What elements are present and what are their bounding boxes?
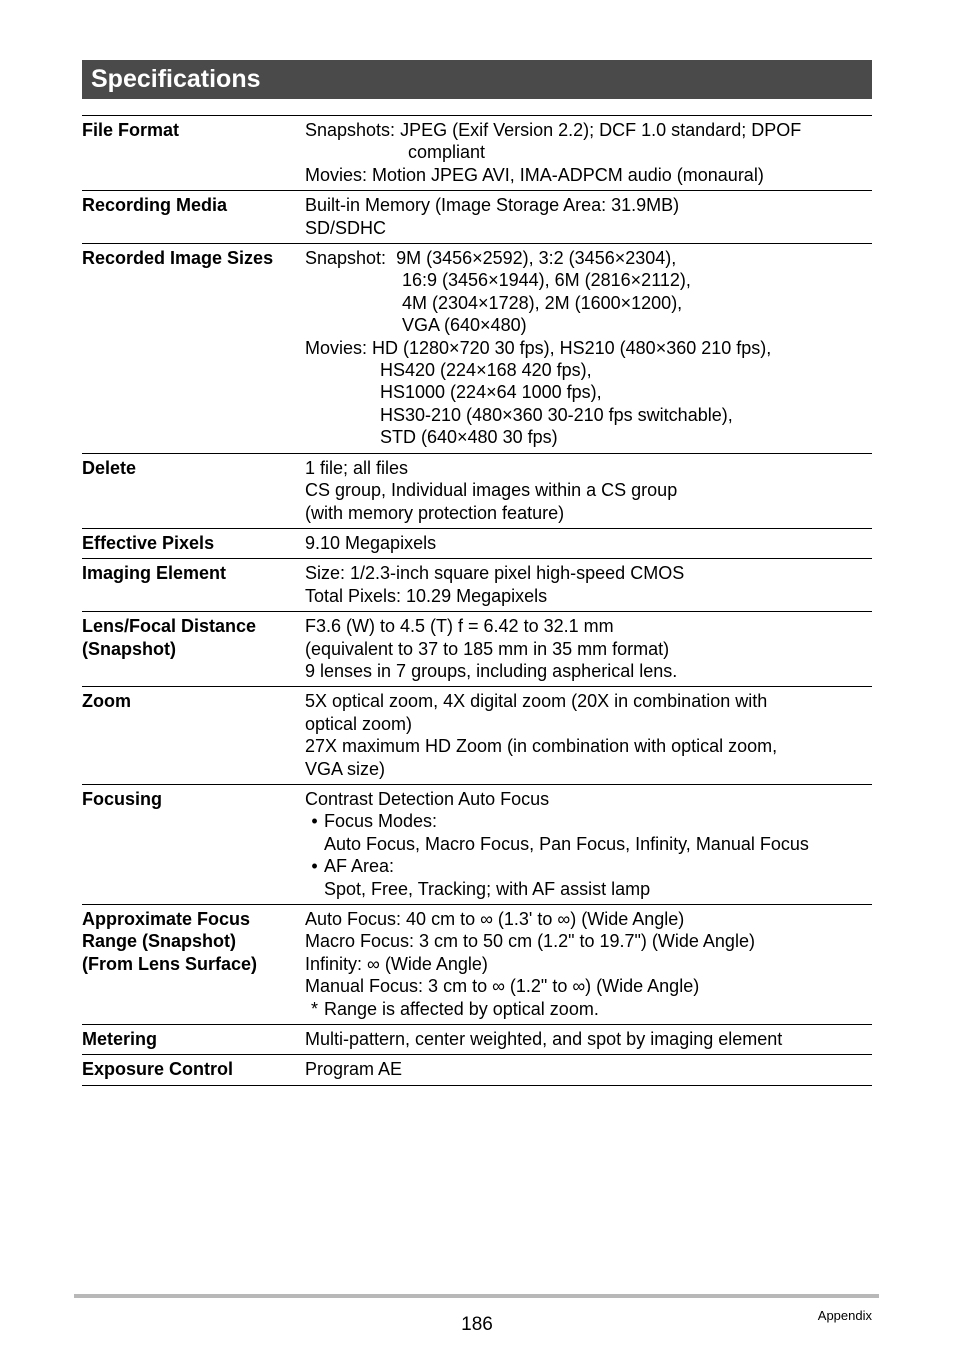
spec-label: Approximate Focus Range (Snapshot) (From Lens Surface) — [82, 909, 258, 974]
spec-row-lens-focal-distance — [82, 612, 872, 687]
spec-value: 1 file; all files CS group, Individual images within a CS group (with memory protection feature) — [305, 457, 678, 523]
section-header — [82, 60, 872, 99]
spec-label: Effective Pixels — [82, 532, 215, 553]
bullet-icon: • — [311, 811, 318, 832]
spec-table — [82, 115, 872, 1086]
spec-label: Recording Media — [82, 195, 228, 216]
spec-row-effective-pixels — [82, 529, 872, 559]
spec-row-recording-media — [82, 191, 872, 244]
spec-label: Zoom — [82, 691, 131, 712]
spec-value: Snapshot: 9M (3456×2592), 3:2 (3456×2304), 16:9 (3456×1944), 6M (2816×2112), 4M (2304×1728), 2M (1600×1200), VGA (640×480) Movies: HD (1280×720 30 fps), HS210 (480×360 210 fps), HS420 (224×168 420 fps), HS1000 (224×64 1000 fps), HS30-210 (480×360 30-210 fps switchable), STD (640×480 30 fps) — [305, 248, 772, 448]
spec-value: 5X optical zoom, 4X digital zoom (20X in combination with optical zoom) 27X maximum HD Zoom (in combination with optical zoom, VGA size) — [305, 691, 778, 779]
page-title: Specifications — [91, 65, 261, 93]
footer-divider — [74, 1294, 879, 1298]
spec-value: 9.10 Megapixels — [305, 532, 437, 553]
spec-row-approximate-focus-range — [82, 905, 872, 1025]
spec-row-exposure-control — [82, 1055, 872, 1085]
bullet-icon: • — [311, 856, 318, 877]
page-number: 186 — [461, 1314, 493, 1335]
spec-value: F3.6 (W) to 4.5 (T) f = 6.42 to 32.1 mm (equivalent to 37 to 185 mm in 35 mm format) 9 lenses in 7 groups, including aspherical lens. — [305, 616, 678, 681]
note-item: * Range is affected by optical zoom. — [305, 998, 872, 1020]
spec-row-metering — [82, 1025, 872, 1055]
spec-row-zoom — [82, 687, 872, 785]
bullet-item: • AF Area: — [305, 855, 872, 877]
spec-row-focusing — [82, 785, 872, 905]
spec-row-imaging-element — [82, 559, 872, 612]
spec-value: Program AE — [305, 1059, 403, 1080]
spec-label: Delete — [82, 457, 137, 478]
spec-value: Snapshots: JPEG (Exif Version 2.2); DCF 1.0 standard; DPOF compliant Movies: Motion JPEG AVI, IMA-ADPCM audio (monaural) — [305, 120, 802, 185]
spec-label: Recorded Image Sizes — [82, 248, 274, 269]
asterisk-icon: * — [310, 998, 318, 1019]
spec-row-recorded-image-sizes — [82, 244, 872, 454]
spec-label: Metering — [82, 1029, 158, 1050]
bullet-item: • Focus Modes: — [305, 810, 872, 832]
spec-label: Exposure Control — [82, 1059, 234, 1080]
spec-value: Size: 1/2.3-inch square pixel high-speed CMOS Total Pixels: 10.29 Megapixels — [305, 563, 685, 606]
spec-value: Built-in Memory (Image Storage Area: 31.9MB) SD/SDHC — [305, 195, 680, 238]
spec-row-delete — [82, 454, 872, 529]
spec-value: Auto Focus: 40 cm to ∞ (1.3' to ∞) (Wide Angle) Macro Focus: 3 cm to 50 cm (1.2" to 19.7") (Wide Angle) Infinity: ∞ (Wide Angle) Manual Focus: 3 cm to ∞ (1.2" to ∞) (Wide Angle) * Range is affected by optical zoom. — [305, 908, 872, 1020]
spec-label: Focusing — [82, 788, 162, 809]
spec-label: File Format — [82, 120, 180, 140]
spec-value: Multi-pattern, center weighted, and spot by imaging element — [305, 1029, 783, 1050]
spec-value: Contrast Detection Auto Focus • Focus Modes: Auto Focus, Macro Focus, Pan Focus, Infinity, Manual Focus • AF Area: Spot, Free, Tracking; with AF assist lamp — [305, 788, 872, 900]
spec-label: Imaging Element — [82, 563, 227, 584]
footer-section-name: Appendix — [817, 1308, 872, 1323]
spec-row-file-format — [82, 116, 872, 191]
spec-label: Lens/Focal Distance (Snapshot) — [82, 616, 257, 659]
